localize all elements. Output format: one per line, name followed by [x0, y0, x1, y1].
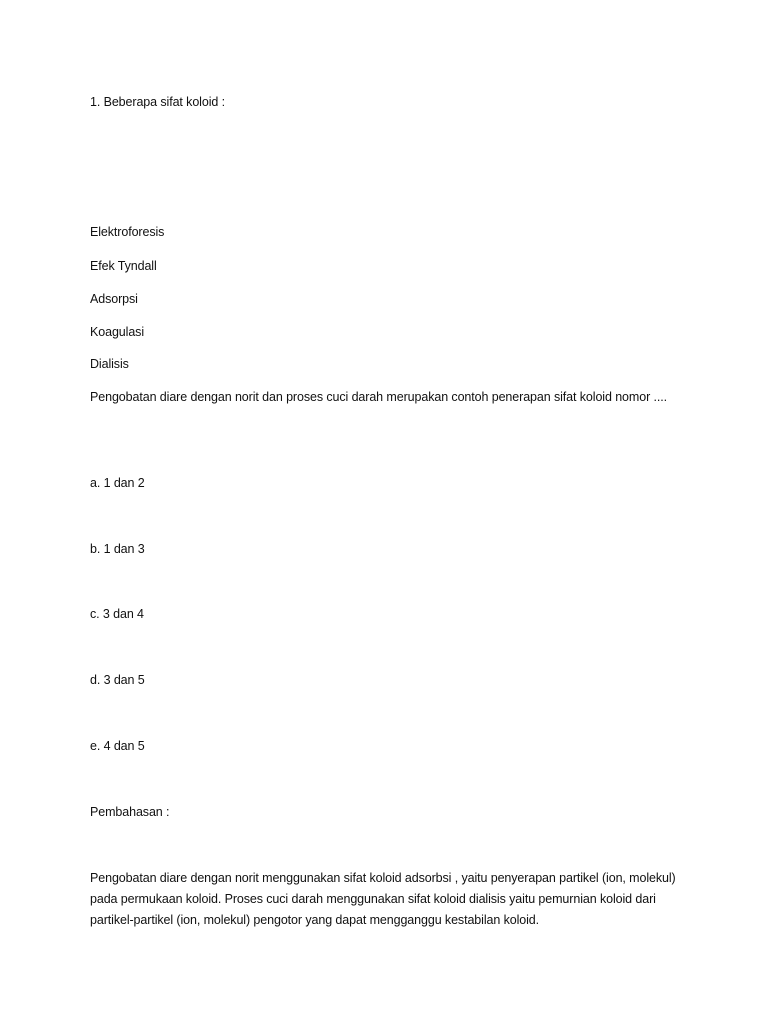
- option-c: c. 3 dan 4: [90, 607, 144, 621]
- property-item-3: Adsorpsi: [90, 292, 138, 306]
- option-b: b. 1 dan 3: [90, 542, 145, 556]
- option-d: d. 3 dan 5: [90, 673, 145, 687]
- property-item-2: Efek Tyndall: [90, 259, 157, 273]
- question-prompt: Pengobatan diare dengan norit dan proses cuci darah merupakan contoh penerapan sifat koloid nomor ....: [90, 390, 667, 404]
- discussion-heading: Pembahasan :: [90, 805, 170, 819]
- option-e: e. 4 dan 5: [90, 739, 145, 753]
- property-item-1: Elektroforesis: [90, 225, 165, 239]
- option-a: a. 1 dan 2: [90, 476, 145, 490]
- property-item-5: Dialisis: [90, 357, 129, 371]
- discussion-text: Pengobatan diare dengan norit menggunakan sifat koloid adsorbsi , yaitu penyerapan partikel (ion, molekul) pada permukaan koloid. Proses cuci darah menggunakan sifat koloid dialisis yaitu pemurnian koloid dari partikel-partikel (ion, molekul) pengotor yang dapat mengganggu kestabilan koloid.: [90, 871, 676, 927]
- question-title: 1. Beberapa sifat koloid :: [90, 95, 225, 109]
- property-item-4: Koagulasi: [90, 325, 145, 339]
